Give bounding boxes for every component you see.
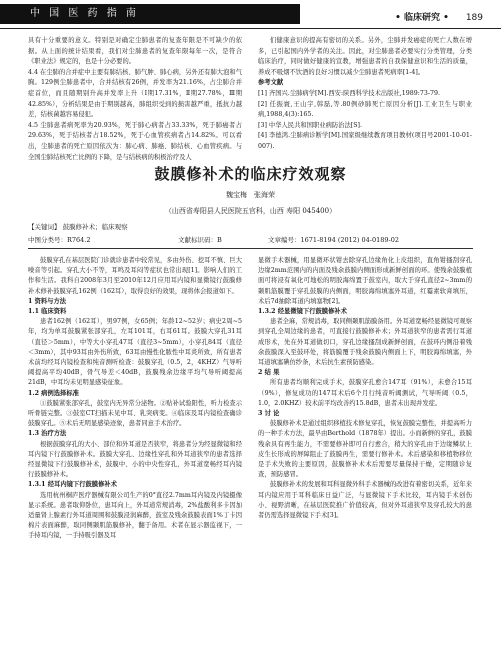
prev-paragraph: 们健康意识的提高有密切的关系。另外，尘肺并发癌症的死亡人数在增多，已引起国内外学者的关注。因此，对尘肺患者必要实行分类管理，分类临床治疗，同时做好健康的宣教，增强患者的自我保健意识和生活的质量，养成不吸烟不饮酒的良好习惯以减少尘肺患者死病率[1-4]。	[258, 37, 472, 76]
body-paragraph: ①鼓膜紧张部穿孔，鼓室内无异常分泌物。②贴补试验阳性，听力检查示听骨链完整。③鼓室CT扫描未见中耳、乳突病变。④临床及耳内镜检查确诊鼓膜穿孔。⑤术后无明显感染迹象，患者同意手术治疗。	[28, 399, 242, 428]
body-paragraph: 选用杭州桐庐医疗器械有限公司生产的0°直径2.7mm耳内镜及内镜摄像显示系统。患者取仰卧位，患耳向上，外耳道常规消毒，2%盐酸利多卡因加适量肾上腺素行外耳道周围和鼓膜浸润麻醉，鼓室及残余鼓膜表面1%丁卡因棉片表面麻醉，取同侧颞肌筋膜修补，翻于备用。术者在显示器监视下，一手持耳内镜，一手持吸引器及耳	[28, 491, 242, 540]
article-meta	[28, 235, 478, 244]
article-authors: 魏宝梅 张海荣	[226, 191, 275, 199]
article-affiliation: （山西省寿阳县人民医院五官科，山西 寿阳 045400）	[164, 207, 337, 215]
meta-divider	[28, 248, 473, 249]
body-paragraph: 患者162例（162耳），男97例，女65例；年龄12~52岁；病史2周~5年，均为单耳鼓膜紧张部穿孔，左耳101耳，右耳61耳。鼓膜大穿孔31耳（直径＞5mm），中等大小穿孔47耳（直径3~5mm），小穿孔84耳（直径＜3mm），其中93耳由外伤所致，63耳由慢性化脓性中耳炎所致，所有患者术前均经耳内镜检查和纯音测听检查：鼓膜穿孔（0.5，2，4KHZ）气导听阈提高平均40dB，骨气导差＜40dB，鼓膜残余边缘平均气导听阈提高21dB，中耳均未见明显感染征象。	[28, 318, 242, 387]
body-paragraph: 所有患者均顺利完成手术，鼓膜穿孔愈合147耳（91%），未愈合15耳（9%），修复成功的147耳术后6个月行纯音听阈测试，气导听阈（0.5，1.0，2.0KHZ）较术前平均改善约15.8dB，患者未出现并发症。	[258, 379, 472, 407]
reference-item: [4] 李德鸿.尘肺病诊断学[M].国家级继续教育项目教材(项目号2001-10-01-007).	[258, 132, 472, 150]
subsection-heading: 1.1 临床资料	[28, 308, 67, 316]
body-paragraph: 显微手术器械，用显微环状钳去除穿孔边缘角化上皮组织，直角钳搔刮穿孔边缘2mm范围内的内面及残余鼓膜内侧面形成新鲜创面的环。使残余鼓膜植面可将浸有氧化可地松的明胶海绵置于鼓室内，取大于穿孔直径2~3mm的颞肌筋膜覆于穿孔鼓膜的内侧面，明胶海绵填塞外耳道，红霉素软膏填压，术后7d抽除耳道内填塞物[2]。	[258, 257, 472, 305]
section-heading: 2 结 果	[258, 369, 280, 377]
prev-paragraph: 4.5 尘肺患者病死率为20.93%，死于肺心病者占33.33%，死于肺癌者占29.63%，死于结核者占18.52%，死于心血管疾病者占14.82%。可以看出，尘肺患者的死亡原因依次为：肺心病、肺癌、肺结核、心血管疾病。与全国尘肺结核死亡比例的下降，是与结核病的积极治疗及人	[28, 121, 242, 161]
subsection-heading: 1.3.1 经耳内镜下行鼓膜修补术	[28, 481, 117, 489]
journal-header	[0, 0, 501, 39]
journal-name: 中 国 医 药 指 南	[30, 8, 139, 19]
section-heading: 1 资料与方法	[28, 297, 67, 305]
body-paragraph: 鼓膜穿孔在基层医院门诊就诊患者中较常见，多由外伤、挖耳不慎、巨大噪音等引起。穿孔大小不等，耳鸣及耳闷等症状也常出现[1]。影响人们的工作和生活。我科自2008年3月至2010年12月应用耳内镜和显微镜行鼓膜修补术修补鼓膜穿孔162例（162耳），取得良好的效果，现将体会报道如下。	[28, 257, 242, 295]
section-label: • 临床研究 •	[395, 13, 449, 23]
article-number: 文章编号：1671-8194 (2012) 04-0189-02	[268, 236, 400, 244]
body-paragraph: 患者全麻，常规消毒，取同侧颞肌筋膜备用。外耳道宽畅经显微镜可观察到穿孔全周边缘的患者，可直接行鼓膜修补术；外耳道狭窄的患者需行耳道成形术，先在外耳道做切口，穿孔边缘搔刮成新鲜创面，在鼓环内侧沿着残余鼓膜深入至鼓环处，将筋膜覆于残余鼓膜内侧面上下，明胶海绵填塞，外耳道填塞碘仿纱条，术后抗生素预防感染。	[258, 318, 472, 367]
body-paragraph: 鼓膜修补术是通过组织移植技术修复穿孔，恢复鼓膜完整性，并提高听力的一种手术方法，最早由Berthold（1878年）提出。小而新鲜的穿孔，鼓膜残余具有再生能力，不需要修补即可自行愈合，稍大的穿孔由于边缘鳞状上皮生长形成的屏障阻止了鼓膜再生，需要行修补术。术后感染和移植物移位是手术失败的主要原因，鼓膜修补术术后需要尽量保持干燥，定期随诊复查，预防感冒。	[258, 420, 472, 479]
journal-issue: 2012 年 2 月第 10 卷 第 4 期	[40, 28, 177, 39]
section-heading: 3 讨 论	[258, 410, 280, 418]
header-rule	[0, 28, 501, 29]
body-right-column	[258, 256, 472, 521]
clc-number: 中图分类号：R764.2	[28, 236, 91, 244]
keywords: 【关键词】 鼓膜修补术；临床观察	[28, 223, 128, 231]
prev-article-left-column	[28, 36, 242, 163]
article-title: 鼓膜修补术的临床疗效观察	[154, 165, 347, 183]
reference-item: [3] 中华人民共和国职业病防治法[S].	[258, 121, 363, 129]
prev-paragraph: 4.4 在尘肺的合并症中主要有肺结核、肺气肿、肺心病，另外还有肺大泡和气胸。129例尘肺患者中，合并结核有26例，并发率为21.16%，占尘肺合并症首位，而且随期别升高并发率上升（Ⅰ期17.31%，Ⅱ期27.78%，Ⅲ期42.85%），分析结果是由于期别越高，肺组织受到的损害越严重，抵抗力越差，结核菌越容易侵犯。	[28, 68, 242, 119]
references-heading: 参考文献	[258, 79, 284, 87]
journal-banner	[0, 4, 300, 39]
reference-item: [1] 齐国兴.尘肺病学[M].西安:陕西科学技术出版社,1989:73-79.	[258, 89, 441, 97]
prev-article-right-column	[258, 36, 472, 153]
body-left-column	[28, 256, 242, 542]
page-number: 189	[465, 13, 483, 23]
subsection-heading: 1.2 病例选择标准	[28, 389, 79, 397]
subsection-heading: 1.3.2 经显微镜下行鼓膜修补术	[258, 308, 347, 316]
prev-paragraph: 具有十分重要的意义。特别是对确定尘肺患者的复查年限是不可缺少的依据。从上面的统计结果看，我们对尘肺患者的复查年限每年一次，是符合《职业法》规定的，也是十分必要的。	[28, 37, 242, 66]
section-and-page	[395, 10, 483, 23]
body-paragraph: 鼓膜修补术的发展和耳科显微外科手术器械的改进有着密切关系，近年来耳内镜应用于耳科临床日益广泛，与显微镜下手术比较，耳内镜手术创伤小、视野清晰，在基层医院推广价值较高，但对外耳道狭窄及穿孔较大的患者仍需选择显微镜下手术[3]。	[258, 481, 472, 520]
subsection-heading: 1.3 治疗方法	[28, 430, 67, 438]
document-code: 文献标识码：B	[178, 236, 222, 244]
body-paragraph: 根据鼓膜穿孔的大小、部位和外耳道是否狭窄，将患者分为经显微镜和经耳内镜下行鼓膜修补术。鼓膜大穿孔、边缘性穿孔和外耳道狭窄的患者选择经显微镜下行鼓膜修补术，鼓膜中、小的中央性穿孔，外耳道宽畅经耳内镜行鼓膜修补术。	[28, 440, 242, 479]
reference-item: [2] 任振寰,王山宇,韩磊,等.80例砂肺死亡原因分析[J].工业卫生与职业病,1988,4(3):165.	[258, 100, 472, 119]
